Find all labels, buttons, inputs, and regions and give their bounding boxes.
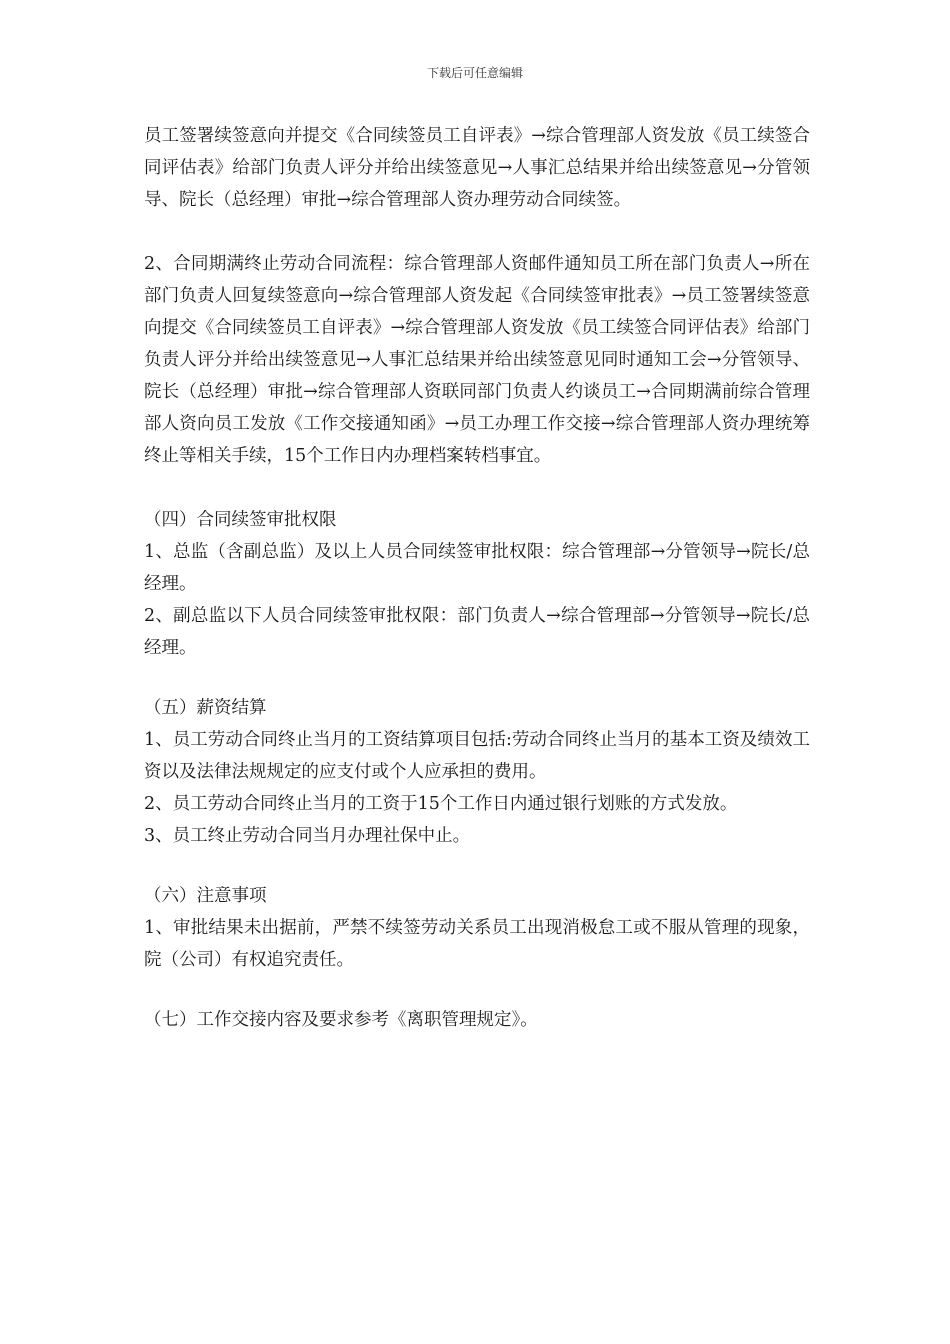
section-title-notes: （六）注意事项 (144, 886, 267, 906)
section-title-salary-settlement: （五）薪资结算 (144, 698, 267, 718)
document-body (144, 120, 810, 1036)
spacer (144, 852, 810, 880)
salary-item-1: 1、员工劳动合同终止当月的工资结算项目包括:劳动合同终止当月的基本工资及绩效工资以及法律法规规定的应支付或个人应承担的费用。 (144, 730, 810, 782)
approval-item-1: 1、总监（含副总监）及以上人员合同续签审批权限：综合管理部→分管领导→院长/总经理。 (144, 542, 810, 594)
salary-item-3: 3、员工终止劳动合同当月办理社保中止。 (144, 826, 471, 846)
page-header-note: 下载后可任意编辑 (426, 66, 523, 80)
approval-item-2: 2、副总监以下人员合同续签审批权限：部门负责人→综合管理部→分管领导→院长/总经理。 (144, 606, 810, 658)
spacer (144, 472, 810, 504)
section-title-handover: （七）工作交接内容及要求参考《离职管理规定》。 (144, 1010, 538, 1030)
paragraph-termination-flow: 2、合同期满终止劳动合同流程：综合管理部人资邮件通知员工所在部门负责人→所在部门负责人回复续签意向→综合管理部人资发起《合同续签审批表》→员工签署续签意向提交《合同续签员工自评表》→综合管理部人资发放《员工续签合同评估表》给部门负责人评分并给出续签意见→人事汇总结果并给出续签意见同时通知工会→分管领导、院长（总经理）审批→综合管理部人资联同部门负责人约谈员工→合同期满前综合管理部人资向员工发放《工作交接通知函》→员工办理工作交接→综合管理部人资办理统筹终止等相关手续，15个工作日内办理档案转档事宜。 (144, 254, 810, 466)
salary-item-2: 2、员工劳动合同终止当月的工资于15个工作日内通过银行划账的方式发放。 (144, 794, 738, 814)
spacer (144, 216, 810, 248)
paragraph-renewal-flow: 员工签署续签意向并提交《合同续签员工自评表》→综合管理部人资发放《员工续签合同评估表》给部门负责人评分并给出续签意见→人事汇总结果并给出续签意见→分管领导、院长（总经理）审批→综合管理部人资办理劳动合同续签。 (144, 126, 810, 210)
spacer (144, 976, 810, 1004)
notes-item-1: 1、审批结果未出据前，严禁不续签劳动关系员工出现消极怠工或不服从管理的现象，院（公司）有权追究责任。 (144, 918, 810, 970)
spacer (144, 664, 810, 692)
section-title-approval-authority: （四）合同续签审批权限 (144, 510, 337, 530)
